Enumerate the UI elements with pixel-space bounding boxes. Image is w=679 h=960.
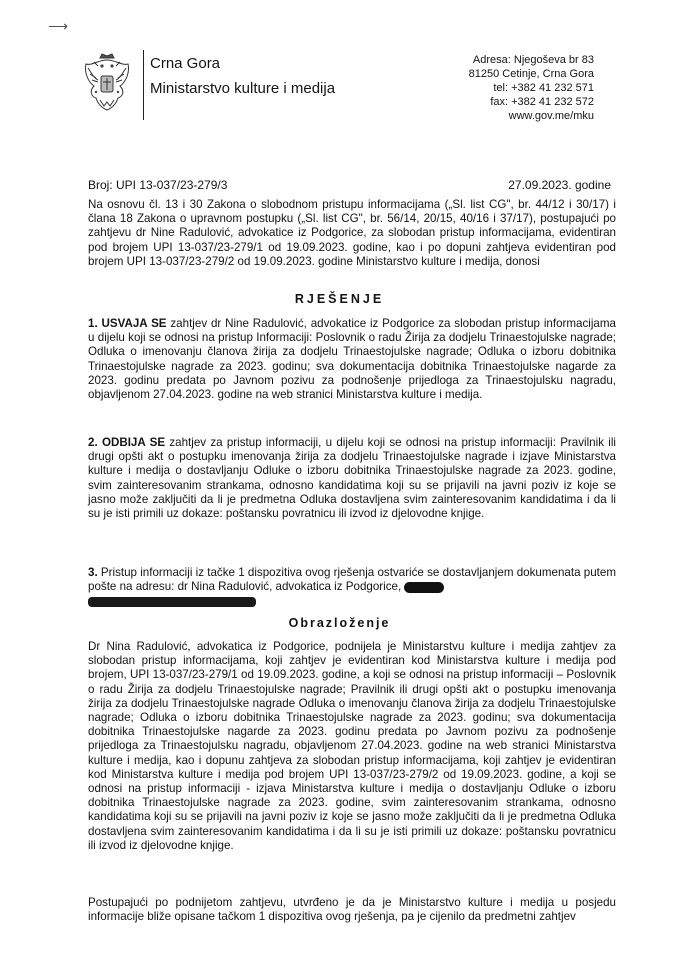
decision-item-3 — [88, 566, 616, 594]
preamble-text: Na osnovu čl. 13 i 30 Zakona o slobodnom pristupu informacijama („Sl. list CG", br. 44/12 i 30/17) i člana 18 Zakona o upravnom postupku („Sl. list CG", br. 56/14, 20/15, 40/16 i 37/17), postupajući po zahtjevu dr Nine Radulović, advokatice iz Podgorice, za slobodan pristup informacijama, evidentiran pod brojem UPI 13-037/23-279/1 od 19.09.2023. godine, kao i po dopuni zahtjeva evidentiran pod brojem UPI 13-037/23-279/2 od 19.09.2023. godine Ministarstvo kulture i medija, donosi — [88, 198, 616, 268]
reasoning-paragraph-2 — [88, 896, 616, 924]
address-block — [469, 53, 594, 123]
reasoning-text-1: Dr Nina Radulović, advokatica iz Podgorice, podnijela je Ministarstvu kulture i medija zahtjev za slobodan pristup informacijama, koji zahtjev je evidentiran kod Ministarstva kulture i medija pod brojem, UPI 13-037/23-279/1 od 19.09.2023. godine, a koji se odnosi na pristup informaciji – Poslovnik o radu Žirija za dodjelu Trinaestojulske nagrade; Pravilnik ili drugi opšti akt o postupku imenovanja žirija za dodjelu Trinaestojulske nagrade Odluka o imenovanju članova žirija za dodjelu Trinaestojulske nagrade; Odluka o izboru dobitnika Trinaestojulske nagrade za 2023. godinu; sva dokumentacija dobitnika Trinaestojulske nagarde za 2023. godinu predata po Javnom pozivu za podnošenje prijedloga za Trinaestojulsku nagradu, objavljenom 27.04.2023. godine na web stranici Ministarstva kulture i medija, kao i dopunu zahtjeva za slobodan pristup informacijama, koji zahtjev je evidentiran kod Ministarstva kulture i medija pod brojem UPI 13-037/23-279/2 od 19.09.2023. godine, a koji se odnosi na pristup informaciji - izjava Ministarstva kulture i medija o dostavljanju Odluke o izboru dobitnika Trinaestojulske nagrade za 2023. godine, svim zainteresovanim strankama, odnosno kandidatima koji su se prijavili na javni poziv iz koje se jasno može zaključiti da li je predmetna Odluka dostavljena svim zainteresovanim kandidatima i da li su je isti primili uz dokaze: poštansku povratnicu ili izvod iz djelovodne knjige. — [88, 640, 616, 852]
item-2-lead: 2. ODBIJA SE — [88, 436, 166, 449]
reasoning-title: Obrazloženje — [288, 616, 391, 630]
decision-item-1 — [88, 317, 616, 402]
reference-number: Broj: UPI 13-037/23-279/3 — [88, 178, 228, 192]
address-phone: tel: +382 41 232 571 — [493, 82, 594, 94]
redaction-mark — [404, 582, 444, 593]
decision-item-2 — [88, 436, 616, 521]
reasoning-text-2: Postupajući po podnijetom zahtjevu, utvrđeno je da je Ministarstvo kulture i medija u posjedu informacije bliže opisane tačkom 1 dispozitiva ovog rješenja, pa je cijenilo da predmetni zahtjev — [88, 896, 616, 924]
address-city: 81250 Cetinje, Crna Gora — [468, 68, 594, 80]
item-1-text: zahtjev dr Nine Radulović, advokatice iz Podgorice za slobodan pristup informacijama u dijelu koji se odnosi na pristup Informaciji: Poslovnik o radu Žirija za dodjelu Trinaestojulske nagrade; Odluka o imenovanju članova žirija za dodjelu Trinaestojulske nagrade; Odluka o izboru dobitnika Trinaestojulske nagrade za 2023. godinu; sva dokumentacija dobitnika Trinaestojulske nagarde za 2023. godinu predata po Javnom pozivu za podnošenje prijedloga za Trinaestojulsku nagradu, objavljenom 27.04.2023. godine na web stranici Ministarstva kulture i medija. — [88, 317, 616, 402]
ministry-name: Ministarstvo kulture i medija — [150, 80, 336, 97]
item-3-lead: 3. — [88, 566, 98, 579]
document-date: 27.09.2023. godine — [508, 178, 611, 192]
address-website: www.gov.me/mku — [508, 110, 594, 122]
header-divider — [143, 50, 144, 120]
country-name: Crna Gora — [150, 55, 221, 72]
corner-scribble: ⟶ — [48, 18, 69, 34]
preamble — [88, 198, 616, 269]
decision-title: RJEŠENJE — [294, 292, 385, 306]
item-1-lead: 1. USVAJA SE — [88, 317, 167, 330]
redacted-address — [88, 597, 256, 607]
reasoning-paragraph-1 — [88, 640, 616, 853]
coat-of-arms-icon — [80, 52, 134, 116]
address-fax: fax: +382 41 232 572 — [490, 96, 594, 108]
address-line: Adresa: Njegoševa br 83 — [472, 54, 594, 66]
item-3-text: Pristup informaciji iz tačke 1 dispozitiva ovog rješenja ostvariće se dostavljanjem dokumenata putem pošte na adresu: dr Nina Radulović, advokatica iz Podgorice, — [88, 566, 616, 594]
item-2-text: zahtjev za pristup informaciji, u dijelu koji se odnosi na pristup informaciji: Pravilnik ili drugi opšti akt o postupku imenovanja žirija za dodjelu Trinaestojulske nagrade i izjave Ministarstva kulture i medija o dostavljanju Odluke o izboru dobitnika Trinaestojulske nagrade za 2023. godine, svim zainteresovanim strankama, odnosno kandidatima koji su se prijavili na javni poziv iz koje se jasno može zaključiti da li je predmetna Odluka dostavljena svim zainteresovanim kandidatima i da li su je isti primili uz dokaze: poštansku povratnicu ili izvod iz djelovodne knjige. — [88, 436, 616, 521]
